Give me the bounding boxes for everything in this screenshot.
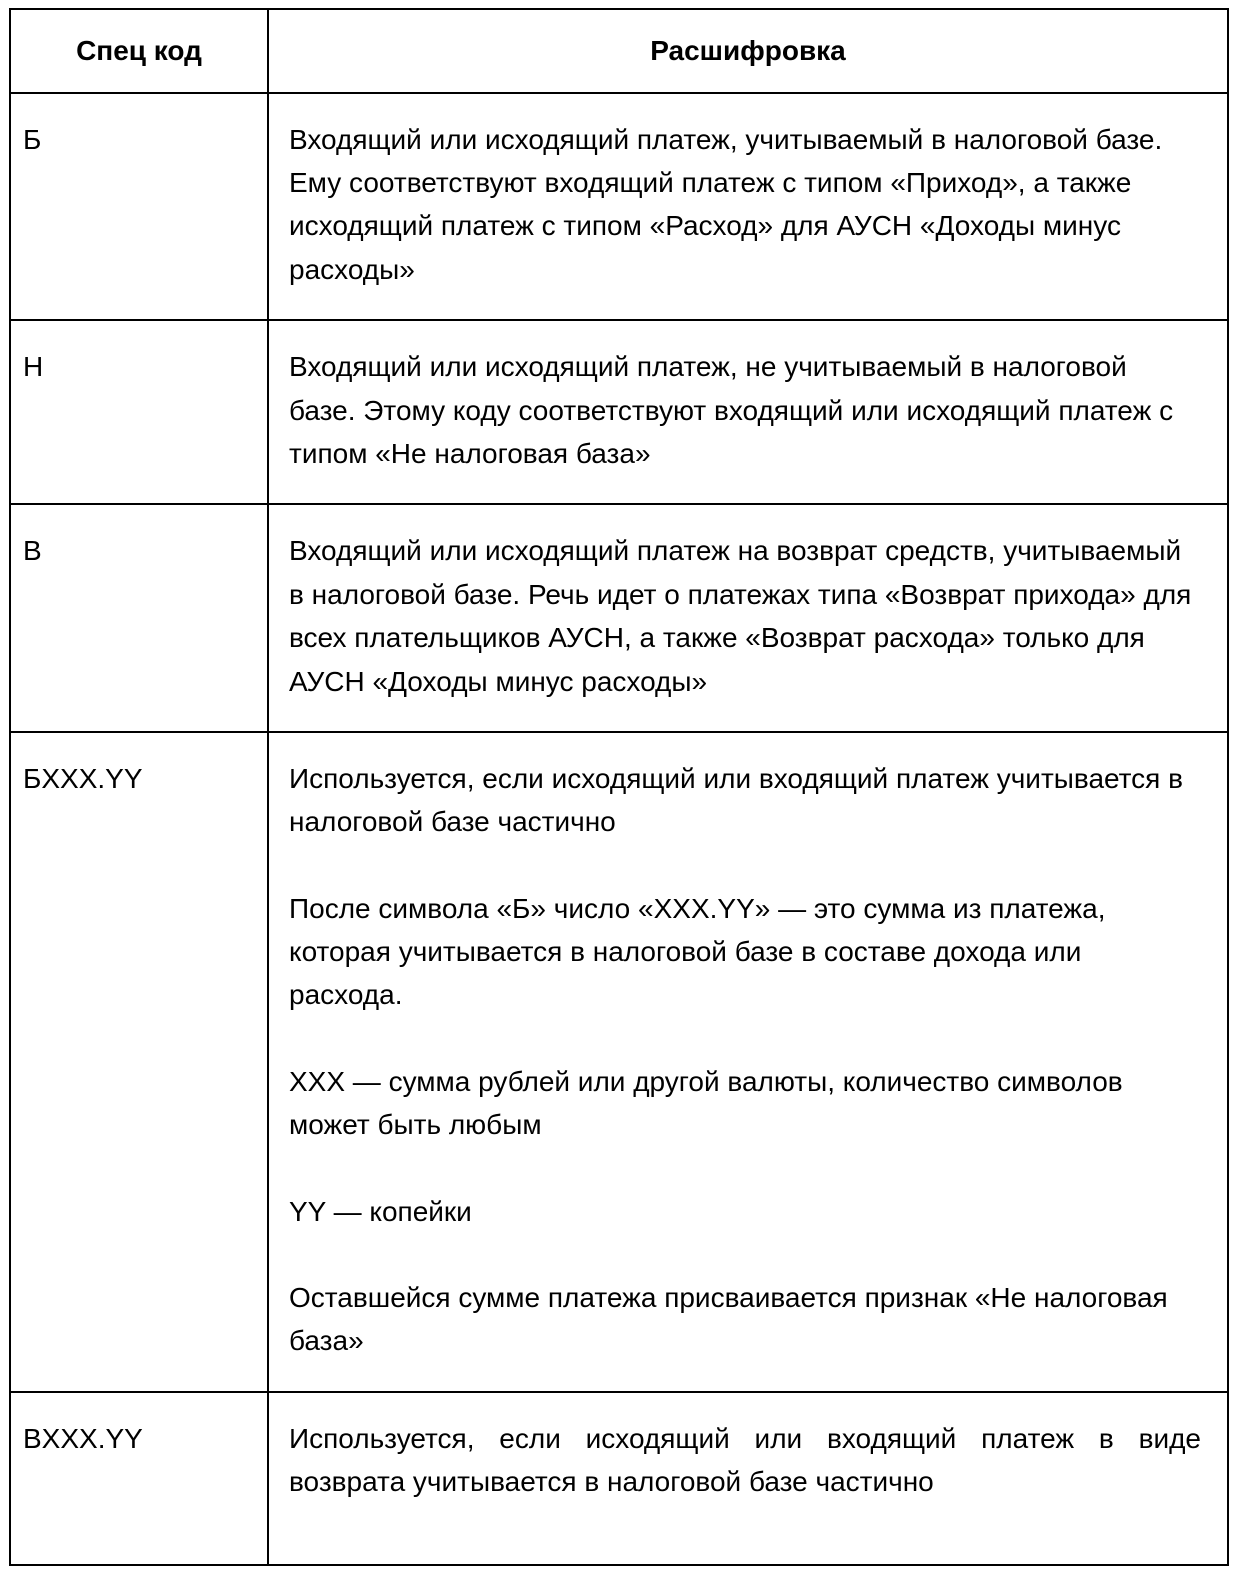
description-paragraph: Входящий или исходящий платеж, не учитываемый в налоговой базе. Этому коду соответствуют входящий или исходящий платеж с типом «Не налоговая база» [289,351,1174,469]
description-cell [268,504,1228,732]
description-paragraph: Используется, если исходящий или входящий платеж учитывается в налоговой базе частично [289,762,1183,838]
column-header-spec-code: Спец код [10,9,268,93]
code-cell: ВXXX.YY [10,1392,268,1565]
code-cell: В [10,504,268,732]
table-row [10,732,1228,1392]
description-paragraph: XXX — сумма рублей или другой валюты, количество символов может быть любым [289,1065,1123,1141]
description-cell [268,1392,1228,1565]
description-paragraph: Оставшейся сумме платежа присваивается признак «Не налоговая база» [289,1282,1168,1357]
code-cell: БXXX.YY [10,732,268,1392]
description-paragraph: YY — копейки [289,1195,472,1227]
description-paragraph: После символа «Б» число «XXX.YY» — это сумма из платежа, которая учитывается в налоговой базе в составе дохода или расхода. [289,892,1106,1011]
table-row [10,1392,1228,1565]
column-header-decoding: Расшифровка [268,9,1228,93]
description-paragraph: Входящий или исходящий платеж, учитываемый в налоговой базе. Ему соответствуют входящий платеж с типом «Приход», а также исходящий платеж с типом «Расход» для АУСН «Доходы минус расходы» [289,123,1163,285]
description-cell [268,93,1228,321]
code-cell: Н [10,320,268,504]
code-cell: Б [10,93,268,321]
table-row [10,320,1228,504]
table-row [10,504,1228,732]
description-cell [268,732,1228,1392]
table-row [10,93,1228,321]
description-paragraph: Используется, если исходящий или входящий платеж в виде возврата учитывается в налоговой базе частично [289,1422,1201,1498]
spec-code-table [9,8,1229,1566]
description-cell [268,320,1228,504]
header-row [10,9,1228,93]
description-paragraph: Входящий или исходящий платеж на возврат средств, учитываемый в налоговой базе. Речь идет о платежах типа «Возврат прихода» для всех плательщиков АУСН, а также «Возврат расхода» только для АУСН «Доходы минус расходы» [289,535,1192,697]
